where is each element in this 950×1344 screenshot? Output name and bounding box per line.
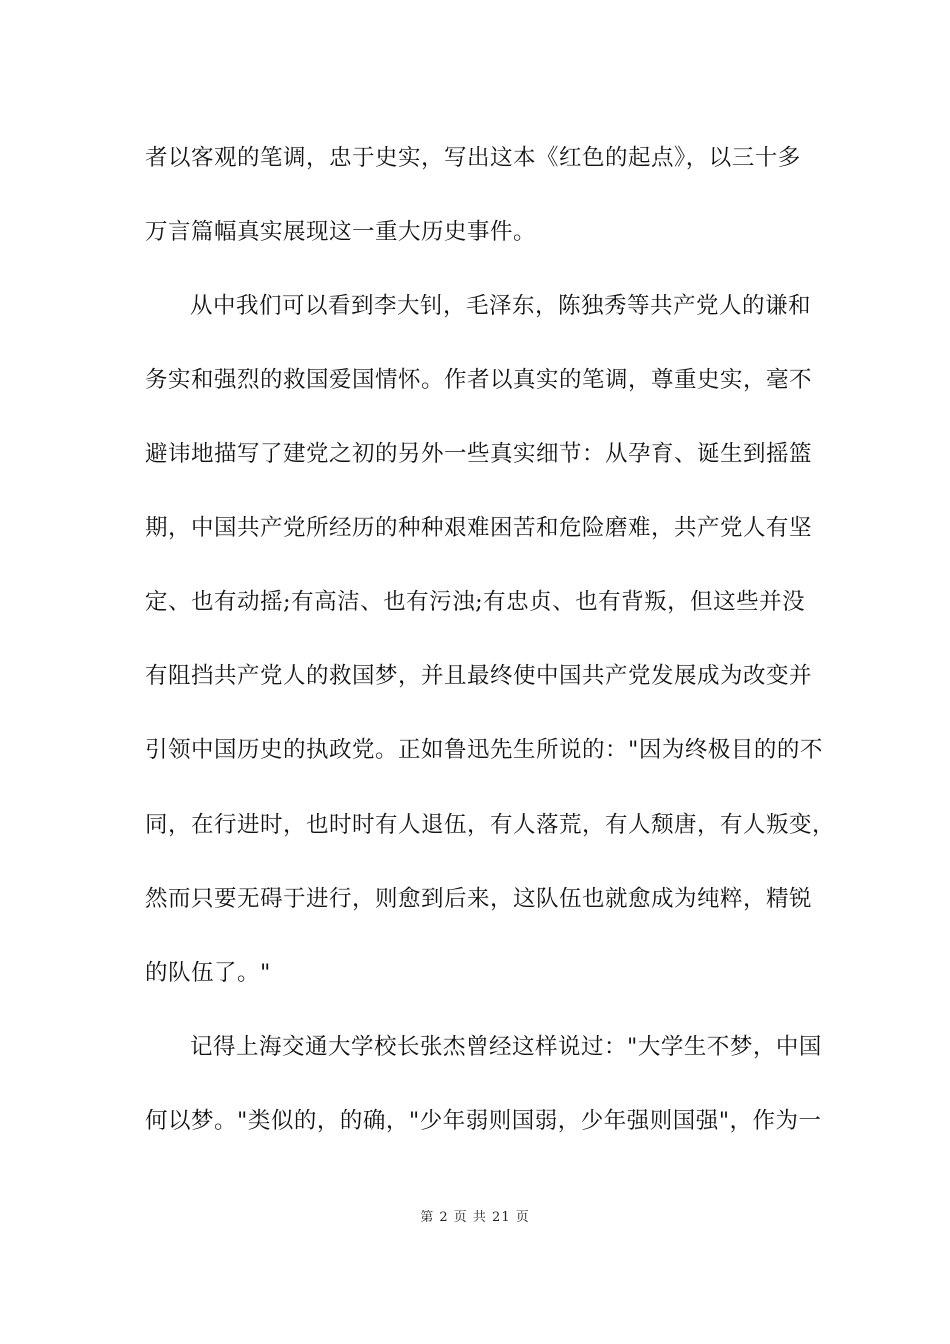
- text-line: 定、也有动摇;有高洁、也有污浊;有忠贞、也有背叛，但这些并没: [145, 589, 806, 615]
- text-line: 期，中国共产党所经历的种种艰难困苦和危险磨难，共产党人有坚: [145, 515, 813, 541]
- text-line: 万言篇幅真实展现这一重大历史事件。: [145, 219, 537, 245]
- text-line: 然而只要无碍于进行，则愈到后来，这队伍也就愈成为纯粹，精锐: [145, 886, 813, 912]
- text-line: 何以梦。"类似的，的确，"少年弱则国弱，少年强则国强"，作为一: [145, 1108, 822, 1134]
- text-line: 者以客观的笔调，忠于史实，写出这本《红色的起点》，以三十多: [145, 145, 801, 171]
- text-line: 的队伍了。": [145, 960, 271, 986]
- text-line: 避讳地描写了建党之初的另外一些真实细节：从孕育、诞生到摇篮: [145, 441, 813, 467]
- text-line: 务实和强烈的救国爱国情怀。作者以真实的笔调，尊重史实，毫不: [145, 367, 813, 393]
- paragraph-first-line: 从中我们可以看到李大钊，毛泽东，陈独秀等共产党人的谦和: [190, 293, 812, 319]
- text-line: 引领中国历史的执政党。正如鲁迅先生所说的："因为终极目的的不: [145, 737, 823, 763]
- text-line: 同，在行进时，也时时有人退伍，有人落荒，有人颓唐，有人叛变，: [145, 812, 836, 838]
- text-line: 有阻挡共产党人的救国梦，并且最终使中国共产党发展成为改变并: [145, 663, 813, 689]
- paragraph-first-line: 记得上海交通大学校长张杰曾经这样说过："大学生不梦，中国: [190, 1034, 822, 1060]
- page-number-footer: 第 2 页 共 21 页: [420, 1210, 530, 1225]
